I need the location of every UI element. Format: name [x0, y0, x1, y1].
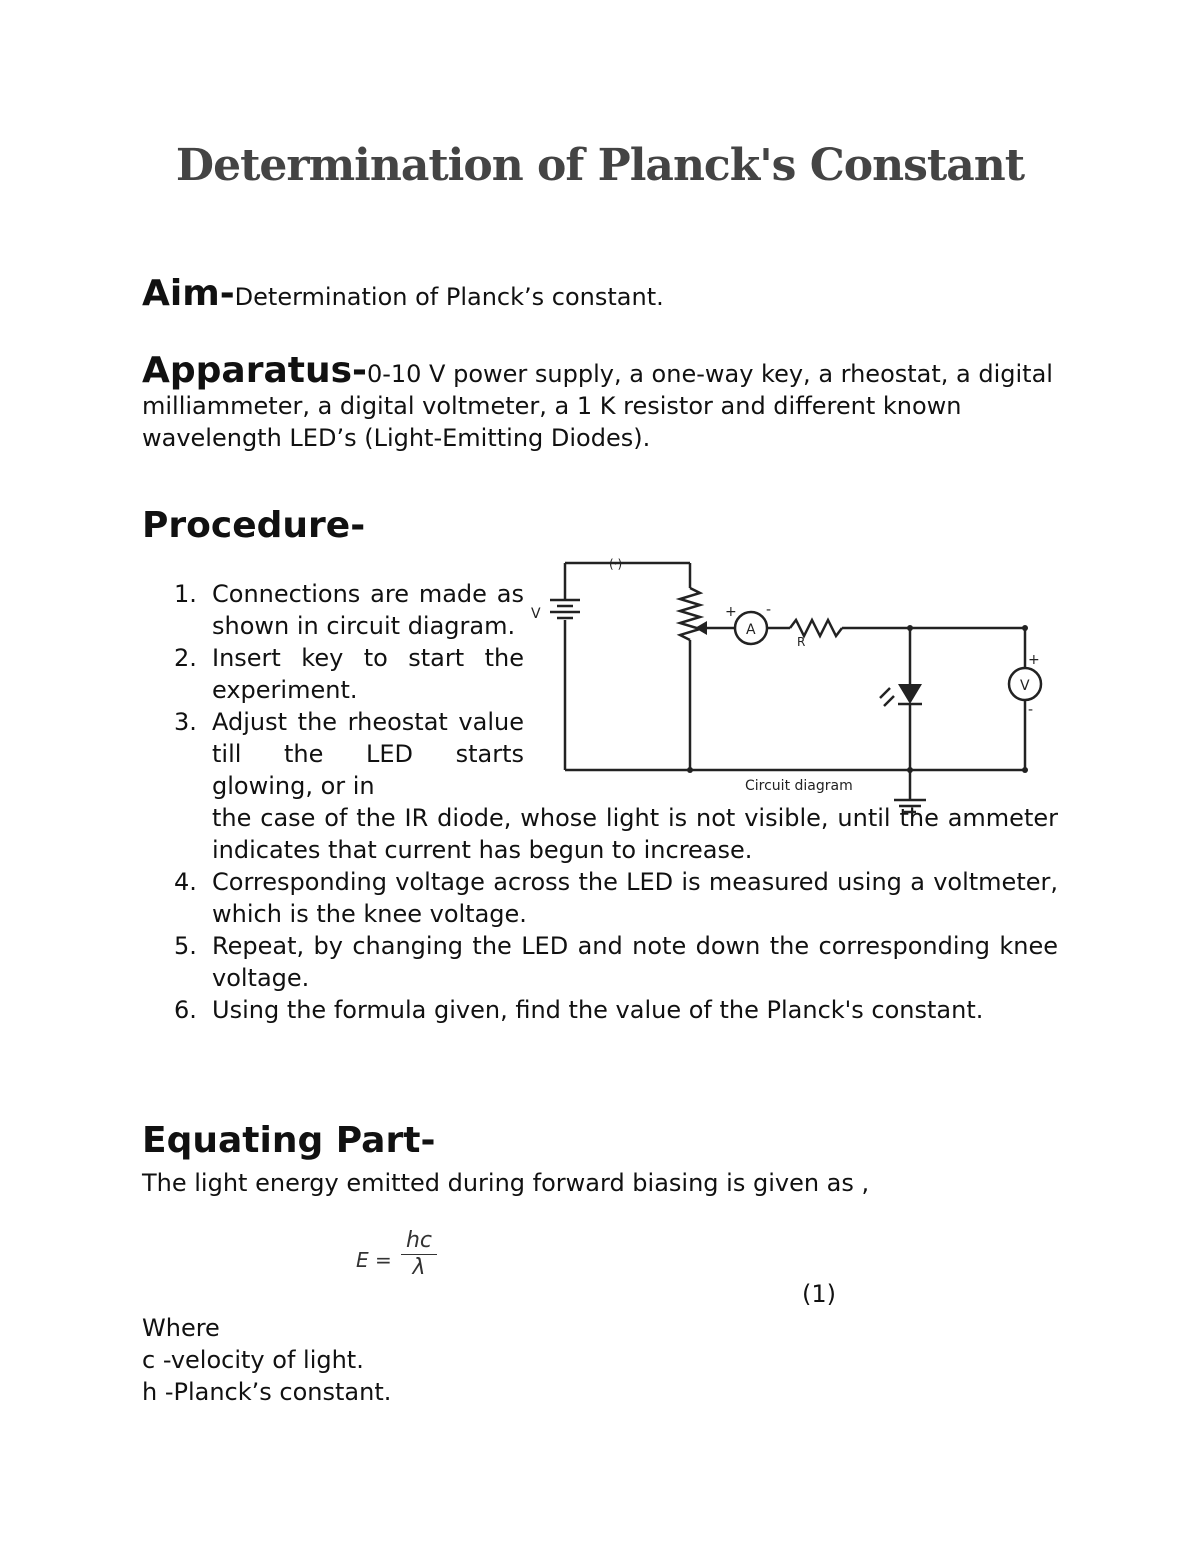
- apparatus-text: 0-10 V power supply, a one-way key, a rheostat, a digital milliammeter, a digital voltmeter, a 1 K resistor and different known wavelength LED’s (Light-Emitting Diodes).: [142, 360, 1053, 452]
- where-label: Where: [142, 1314, 220, 1342]
- key-label: (·): [609, 557, 623, 571]
- ammeter-plus: +: [725, 604, 737, 620]
- ammeter-label: A: [746, 622, 756, 638]
- aim-label: Aim-: [142, 273, 235, 314]
- resistor-label: R: [797, 635, 806, 649]
- led-diode-icon: [898, 684, 922, 704]
- circuit-diagram: [530, 548, 1060, 828]
- equation-number: (1): [802, 1280, 836, 1308]
- voltmeter-plus: +: [1028, 652, 1040, 668]
- procedure-heading: Procedure-: [142, 505, 366, 546]
- definition-item: h -Planck’s constant.: [142, 1378, 392, 1406]
- page-title: Determination of Planck's Constant: [175, 140, 1025, 191]
- definition-item: c -velocity of light.: [142, 1346, 364, 1374]
- voltmeter-label: V: [1020, 678, 1030, 694]
- list-item: 3. Adjust the rheostat value till the LED starts glowing, or in the case of the IR diode, whose light is not visible, until the ammeter indicates that current has begun to increase.: [174, 708, 1058, 864]
- voltmeter-minus: -: [1028, 702, 1034, 718]
- list-item: 6. Using the formula given, find the value of the Planck's constant.: [174, 996, 984, 1024]
- rheostat-wiper-icon: [695, 621, 707, 635]
- apparatus-section: [142, 350, 1058, 454]
- ammeter-minus: -: [766, 602, 772, 618]
- battery-icon: [550, 600, 580, 618]
- formula-denominator: λ: [412, 1255, 426, 1280]
- aim-text: Determination of Planck’s constant.: [234, 283, 664, 311]
- definitions: [142, 1312, 1058, 1408]
- diagram-caption: Circuit diagram: [745, 778, 853, 794]
- list-item: 2. Insert key to start the experiment.: [174, 644, 524, 704]
- formula-lhs: E =: [356, 1248, 392, 1272]
- formula-fraction: [401, 1228, 437, 1280]
- equating-intro: The light energy emitted during forward biasing is given as ,: [142, 1169, 870, 1197]
- list-item: 4. Corresponding voltage across the LED is measured using a voltmeter, which is the knee voltage.: [174, 868, 1058, 928]
- list-item: 1. Connections are made as shown in circuit diagram.: [174, 580, 524, 640]
- equating-heading: Equating Part-: [142, 1120, 436, 1161]
- list-item: 5. Repeat, by changing the LED and note down the corresponding knee voltage.: [174, 932, 1058, 992]
- formula-numerator: hc: [401, 1228, 437, 1255]
- source-label: V: [531, 606, 541, 622]
- aim-section: [142, 273, 1058, 314]
- apparatus-label: Apparatus-: [142, 350, 367, 391]
